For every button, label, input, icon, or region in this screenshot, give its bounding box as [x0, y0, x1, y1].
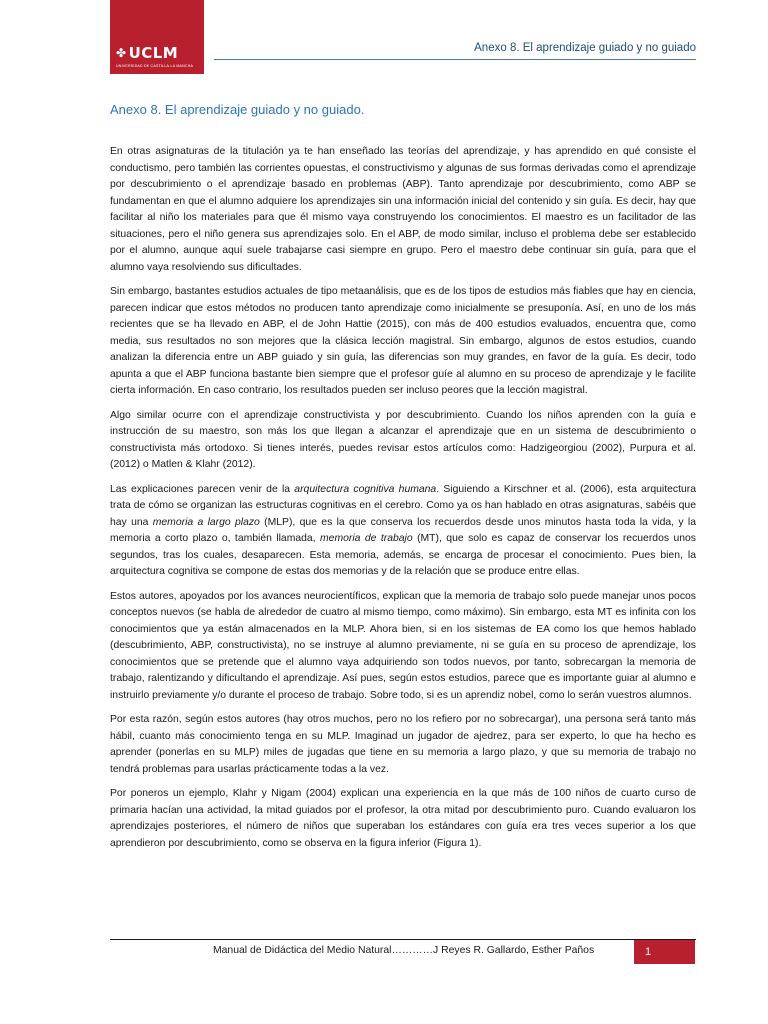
- body-paragraph: [110, 589, 696, 705]
- logo-text: UCLM: [128, 44, 179, 62]
- logo-subtitle: UNIVERSIDAD DE CASTILLA-LA MANCHA: [116, 64, 194, 68]
- text-run: Estos autores, apoyados por los avances neurocientíficos, explican que la memoria de trabajo solo puede manejar unos pocos conceptos nuevos (se habla de alrededor de cuatro al mismo tiempo, como máximo). Sin embargo, esta MT es infinita con los conocimientos que ya están almacenados en la MLP. Ahora bien, si en los sistemas de EA como los que hemos hablado (descubrimiento, ABP, constructivista), no se instruye al alumno previamente, ni se guía en su proceso de aprendizaje, los conocimientos que se pretende que el alumno vaya adquiriendo son todos nuevos, por tanto, sobrecargan la memoria de trabajo, ralentizando y dificultando el aprendizaje. Así pues, según estos estudios, parece que es importante guiar al alumno e instruirlo previamente y/o durante el proceso de trabajo. Sobre todo, si es un aprendiz nobel, como lo serán vuestros alumnos.: [110, 590, 696, 701]
- italic-term: memoria de trabajo: [320, 533, 413, 544]
- text-run: En otras asignaturas de la titulación ya te han enseñado las teorías del aprendizaje, y has aprendido en qué consiste el conductismo, pero también las corrientes opuestas, el constructivismo y algunas de sus formas derivadas como el aprendizaje por descubrimiento o el aprendizaje basado en problemas (ABP). Tanto aprendizaje por descubrimiento, como ABP se fundamentan en que el alumno adquiere los aprendizajes sin una información inicial del contenido y sin guía. Es decir, hay que facilitar al niño los materiales para que él mismo vaya construyendo los conocimientos. El maestro es un facilitador de las situaciones, pero el niño genera sus aprendizajes solo. En el ABP, de modo similar, incluso el problema debe ser establecido por el alumno, aunque aquí suele trabajarse casi siempre en grupo. Pero el maestro debe continuar sin guía, para que el alumno vaya resolviendo sus dificultades.: [110, 146, 696, 273]
- page-number: 1: [634, 940, 695, 964]
- text-run: Las explicaciones parecen venir de la: [110, 483, 295, 495]
- text-run: Por esta razón, según estos autores (hay otros muchos, pero no los refiero por no sobrecargar), una persona será tanto más hábil, cuanto más conocimiento tenga en su MLP. Imaginad un jugador de ajedrez, para ser experto, lo que ha hecho es aprender (ponerlas en su MLP) miles de jugadas que tiene en su memoria a largo plazo, y que su memoria de trabajo no tendrá problemas para usarlas prácticamente todas a la vez.: [110, 714, 696, 775]
- running-header-title: Anexo 8. El aprendizaje guiado y no guiado: [474, 42, 696, 54]
- body-paragraph: [110, 408, 696, 474]
- uclm-emblem-icon: ✤: [116, 46, 127, 60]
- footer-credit: Manual de Didáctica del Medio Natural…………J Reyes R. Gallardo, Esther Paños: [213, 945, 595, 956]
- text-run: Algo similar ocurre con el aprendizaje constructivista y por descubrimiento. Cuando los niños aprenden con la guía e instrucción de su maestro, son más los que llegan a alcanzar el aprendizaje que en un sistema de descubrimiento o constructivista más ortodoxo. Si tienes interés, puedes revisar estos artículos como: Hadzigeorgiou (2002), Purpura et al. (2012) o Matlen & Klahr (2012).: [110, 409, 696, 470]
- body-paragraph: [110, 284, 696, 400]
- body-paragraph: [110, 482, 696, 581]
- italic-term: memoria a largo plazo: [152, 516, 260, 528]
- text-run: Por poneros un ejemplo, Klahr y Nigam (2004) explican una experiencia en la que más de 100 niños de cuarto curso de primaria hacían una actividad, la mitad guiados por el profesor, la otra mitad por descubrimiento puro. Cuando evaluaron los aprendizajes posteriores, el número de niños que superaban los estándares con guía era tres veces superior a los que aprendieron por descubrimiento, como se observa en la figura inferior (Figura 1).: [110, 788, 696, 849]
- logo-wordmark: [116, 44, 200, 62]
- body-text: [110, 144, 696, 860]
- body-paragraph: [110, 786, 696, 852]
- body-paragraph: [110, 712, 696, 778]
- footer-divider: [110, 939, 696, 940]
- text-run: . Siguiendo a Kirschner et al. (2006), esta arquitectura trata de cómo se organizan las estructuras cognitivas en el cerebro. Como ya os han hablado en otras asignaturas, sabéis que hay una: [110, 483, 696, 528]
- uclm-logo: [110, 0, 204, 74]
- italic-term: arquitectura cognitiva humana: [294, 483, 437, 495]
- text-run: (MLP), que es la que conserva los recuerdos desde unos minutos hasta toda la vida, y la memoria a corto plazo o, también llamada,: [110, 516, 696, 544]
- section-heading: Anexo 8. El aprendizaje guiado y no guiado.: [110, 102, 365, 117]
- body-paragraph: [110, 144, 696, 276]
- header-divider: [214, 59, 696, 60]
- text-run: (MT), que solo es capaz de conservar los recuerdos unos segundos, tras los cuales, desaparecen. Esta memoria, además, se encarga de procesar el conocimiento. Pues bien, la arquitectura cognitiva se compone de estas dos memorias y de la relación que se produce entre ellas.: [110, 533, 697, 577]
- text-run: Sin embargo, bastantes estudios actuales de tipo metaanálisis, que es de los tipos de estudios más fiables que hay en ciencia, parecen indicar que estos métodos no producen tanto aprendizaje como inicialmente se presuponía. Así, en uno de los más recientes que se ha llevado en ABP, el de John Hattie (2015), con más de 400 estudios evaluados, encuentra que, como media, sus resultados no son mejores que la clásica lección magistral. Sin embargo, algunos de estos estudios, cuando analizan la diferencia entre un ABP guiado y sin guía, las diferencias son muy grandes, en favor de la guía. Es decir, todo apunta a que el ABP funciona bastante bien siempre que el profesor guíe al alumno en su proceso de aprendizaje y le facilite cierta información. En caso contrario, los resultados pueden ser incluso peores que la lección magistral.: [110, 286, 696, 396]
